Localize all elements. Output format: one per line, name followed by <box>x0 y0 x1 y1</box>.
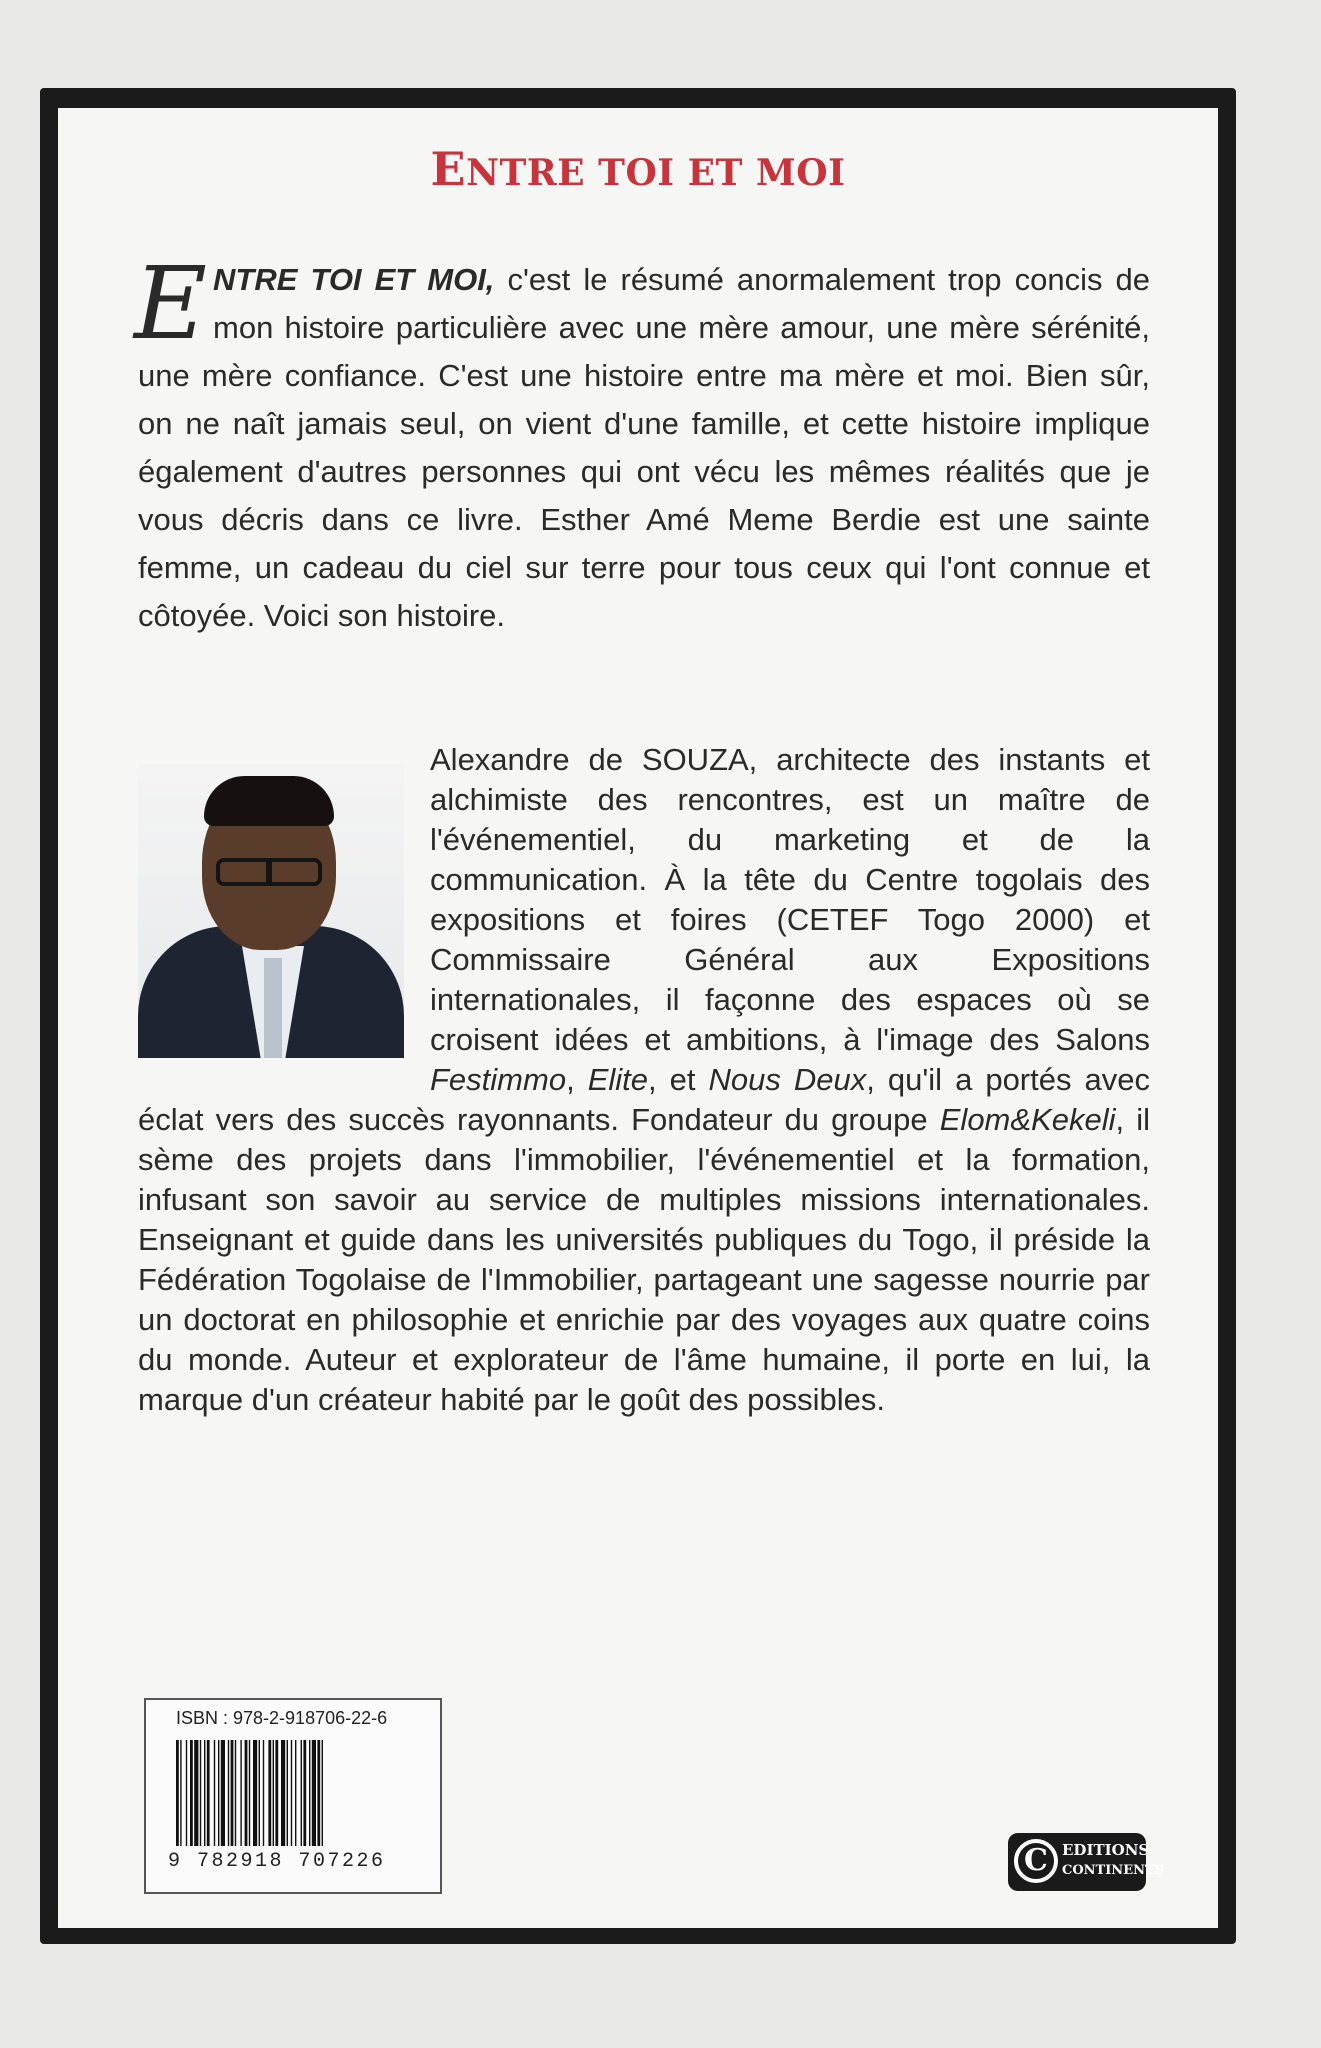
book-title <box>58 142 1218 196</box>
publisher-line-2: CONTINENTS <box>1062 1863 1165 1878</box>
tie-shape <box>264 958 282 1058</box>
bio-text-1: Alexandre de SOUZA, architecte des instants et alchimiste des rencontres, est un maître de l'événementiel, du marketing et de la communication. À la tête du Centre togolais des expositions et foires (CETEF Togo 2000) et Commissaire Général aux Expositions internationales, il façonne des espaces où se croisent idées et ambitions, à l'image des Salons <box>430 742 1150 1057</box>
barcode-bar <box>200 1740 201 1846</box>
barcode-bar <box>281 1740 285 1846</box>
title-rest: NTRE TOI ET MOI <box>466 152 846 194</box>
barcode-bar <box>268 1740 271 1846</box>
barcode-bar <box>180 1740 181 1846</box>
back-cover <box>58 108 1218 1928</box>
publisher-mark-icon: C <box>1014 1839 1058 1883</box>
barcode-bar <box>303 1740 306 1846</box>
synopsis-text: c'est le résumé anormalement trop concis de mon histoire particulière avec une mère amour, une mère sérénité, une mère confiance. C'est une histoire entre ma mère et moi. Bien sûr, on ne naît jamais seul, on vient d'une famille, et cette histoire implique également d'autres personnes qui ont vécu les mêmes réalités que je vous décris dans ce livre. Esther Amé Meme Berdie est une sainte femme, un cadeau du ciel sur terre pour tous ceux qui l'ont connue et côtoyée. Voici son histoire. <box>138 262 1151 633</box>
synopsis-lead: NTRE TOI ET MOI, <box>213 262 495 297</box>
barcode-bar <box>295 1740 296 1846</box>
barcode-bar <box>207 1740 210 1846</box>
barcode-bar <box>190 1740 193 1846</box>
barcode-icon <box>176 1740 414 1846</box>
barcode-bar <box>194 1740 198 1846</box>
barcode-bar <box>309 1740 310 1846</box>
barcode-bar <box>231 1740 234 1846</box>
barcode-bar <box>218 1740 219 1846</box>
salon-nous-deux: Nous Deux <box>708 1062 867 1097</box>
synopsis-paragraph <box>134 245 1151 640</box>
isbn-barcode-box <box>144 1698 442 1894</box>
bio-text-2: , qu'il a portés avec éclat vers des succès rayonnants. Fondateur du groupe <box>138 1062 1150 1137</box>
barcode-bar <box>287 1740 288 1846</box>
bio-sep-1: , <box>566 1062 588 1097</box>
barcode-bar <box>245 1740 248 1846</box>
barcode-digits: 9 782918 707226 <box>168 1850 386 1873</box>
barcode-bar <box>235 1740 236 1846</box>
bio-text-3: , il sème des projets dans l'immobilier, l'événementiel et la formation, infusant son savoir au service de multiples missions internationales. Enseignant et guide dans les universités publiques du Togo, il préside la Fédération Togolaise de l'Immobilier, partageant une sagesse nourrie par un doctorat en philosophie et enrichie par des voyages aux quatre coins du monde. Auteur et explorateur de l'âme humaine, il porte en lui, la marque d'un créateur habité par le goût des possibles. <box>138 1102 1151 1417</box>
barcode-bar <box>253 1740 257 1846</box>
salon-festimmo: Festimmo <box>430 1062 567 1097</box>
barcode-bar <box>221 1740 225 1846</box>
barcode-bar <box>259 1740 260 1846</box>
author-bio <box>138 740 1150 1420</box>
barcode-bar <box>275 1740 278 1846</box>
barcode-bar <box>214 1740 215 1846</box>
barcode-bar <box>186 1740 187 1846</box>
publisher-logo <box>1008 1833 1165 1891</box>
barcode-bar <box>263 1740 264 1846</box>
barcode-bar <box>249 1740 250 1846</box>
barcode-bar <box>301 1740 302 1846</box>
barcode-bar <box>291 1740 292 1846</box>
barcode-bar <box>317 1740 320 1846</box>
salon-elite: Elite <box>587 1062 649 1097</box>
group-name: Elom&Kekeli <box>939 1102 1116 1137</box>
title-initial: E <box>430 142 467 196</box>
isbn-label: ISBN : 978-2-918706-22-6 <box>176 1708 388 1728</box>
hair-shape <box>204 776 334 826</box>
barcode-bar <box>322 1740 323 1846</box>
barcode-bar <box>312 1740 316 1846</box>
barcode-bar <box>204 1740 205 1846</box>
barcode-bar <box>273 1740 274 1846</box>
author-photo <box>138 764 404 1058</box>
barcode-bar <box>176 1740 179 1846</box>
glasses-icon <box>216 858 322 886</box>
barcode-bar <box>228 1740 229 1846</box>
barcode-bar <box>240 1740 241 1846</box>
drop-cap: E <box>134 245 207 362</box>
publisher-line-1: EDITIONS <box>1062 1841 1150 1859</box>
bio-sep-2: , et <box>648 1062 709 1097</box>
